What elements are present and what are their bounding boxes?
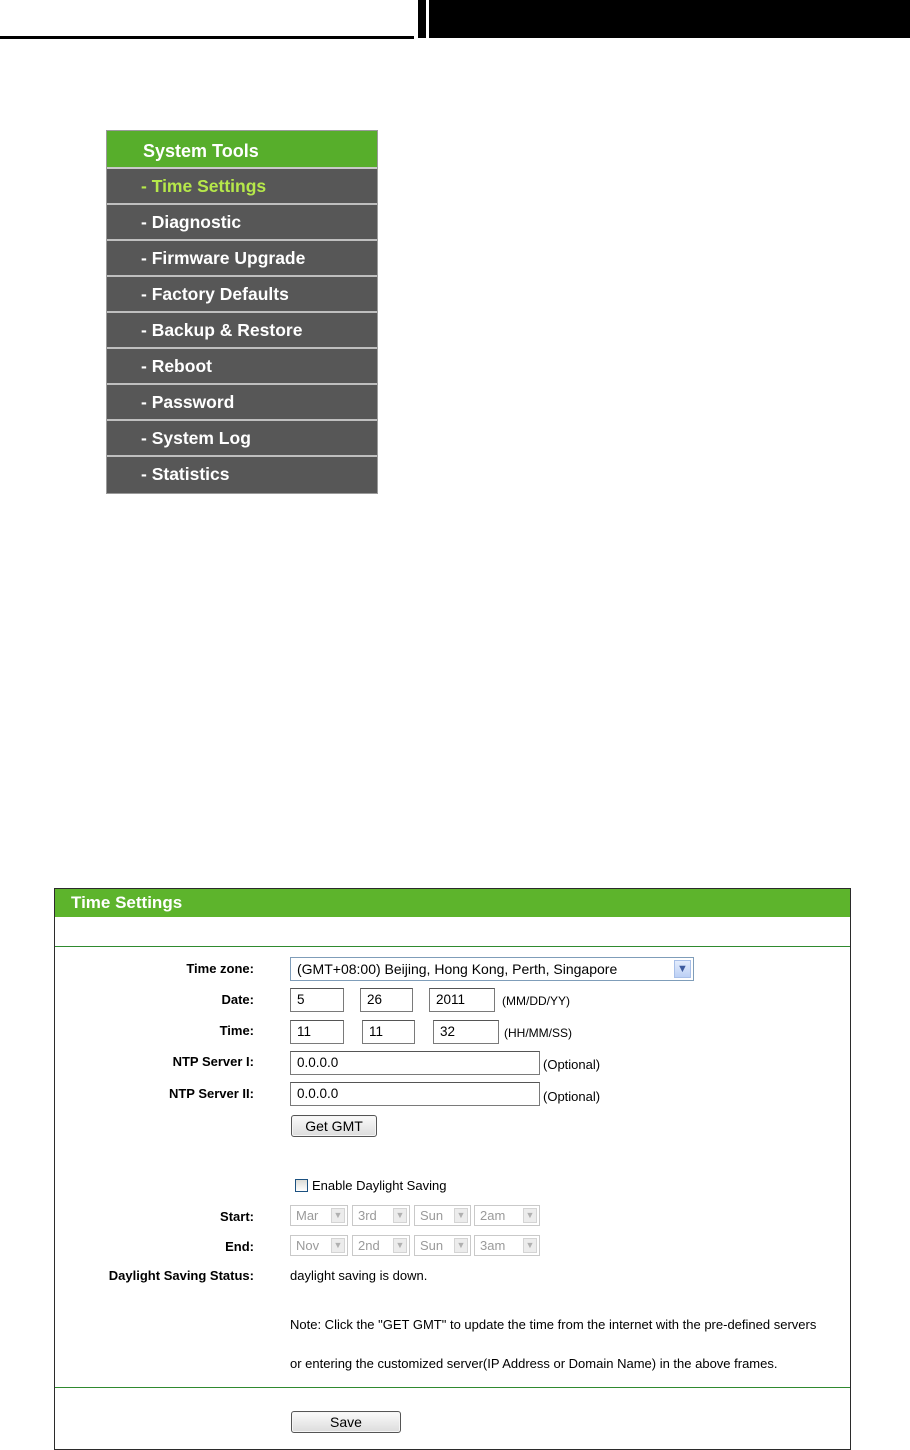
start-day-value: Sun — [420, 1208, 444, 1223]
daylight-saving-label: Enable Daylight Saving — [312, 1178, 447, 1193]
dst-status-value: daylight saving is down. — [290, 1268, 428, 1283]
start-week-value: 3rd — [358, 1208, 377, 1223]
menu-title[interactable]: System Tools — [107, 131, 377, 169]
time-zone-label: Time zone: — [186, 961, 254, 976]
end-month-select[interactable] — [290, 1235, 348, 1256]
ntp-server-1-input[interactable]: 0.0.0.0 — [290, 1051, 540, 1075]
chevron-down-icon: ▼ — [331, 1238, 345, 1253]
header-bar — [418, 0, 910, 38]
system-tools-menu — [106, 130, 378, 494]
note-line-1: Note: Click the "GET GMT" to update the time from the internet with the pre-defined servers — [290, 1317, 817, 1332]
ntp-server-2-optional: (Optional) — [543, 1089, 601, 1104]
menu-item-factory-defaults[interactable]: - Factory Defaults — [107, 277, 377, 313]
daylight-saving-checkbox[interactable] — [295, 1179, 308, 1192]
end-hour-value: 3am — [480, 1238, 506, 1253]
end-week-select[interactable] — [352, 1235, 410, 1256]
menu-item-system-log[interactable]: - System Log — [107, 421, 377, 457]
date-month-input[interactable]: 5 — [290, 988, 344, 1012]
start-month-value: Mar — [296, 1208, 319, 1223]
save-button[interactable]: Save — [291, 1411, 401, 1433]
date-day-input[interactable]: 26 — [360, 988, 413, 1012]
time-hour-input[interactable]: 11 — [290, 1020, 344, 1044]
end-month-value: Nov — [296, 1238, 320, 1253]
time-format-hint: (HH/MM/SS) — [504, 1026, 572, 1040]
menu-item-password[interactable]: - Password — [107, 385, 377, 421]
start-label: Start: — [220, 1209, 254, 1224]
chevron-down-icon: ▼ — [331, 1208, 345, 1223]
ntp-server-2-label: NTP Server II: — [168, 1086, 254, 1101]
ntp-server-1-optional: (Optional) — [543, 1057, 601, 1072]
start-hour-select[interactable] — [474, 1205, 540, 1226]
ntp-server-1-label: NTP Server I: — [172, 1054, 254, 1069]
footer-divider — [55, 1387, 850, 1388]
chevron-down-icon: ▼ — [393, 1208, 407, 1223]
date-format-hint: (MM/DD/YY) — [502, 994, 570, 1008]
chevron-down-icon: ▼ — [674, 960, 691, 978]
time-zone-value: (GMT+08:00) Beijing, Hong Kong, Perth, Singapore — [297, 961, 618, 977]
time-zone-select[interactable] — [290, 957, 694, 981]
start-day-select[interactable] — [414, 1205, 471, 1226]
start-hour-value: 2am — [480, 1208, 506, 1223]
panel-title: Time Settings — [55, 889, 850, 917]
menu-item-time-settings[interactable]: - Time Settings — [107, 169, 377, 205]
start-week-select[interactable] — [352, 1205, 410, 1226]
end-day-value: Sun — [420, 1238, 444, 1253]
ntp-server-2-input[interactable]: 0.0.0.0 — [290, 1082, 540, 1106]
chevron-down-icon: ▼ — [454, 1208, 468, 1223]
end-label: End: — [225, 1239, 254, 1254]
date-label: Date: — [221, 992, 254, 1007]
menu-item-backup-restore[interactable]: - Backup & Restore — [107, 313, 377, 349]
chevron-down-icon: ▼ — [393, 1238, 407, 1253]
chevron-down-icon: ▼ — [523, 1238, 537, 1253]
menu-item-reboot[interactable]: - Reboot — [107, 349, 377, 385]
dst-status-label: Daylight Saving Status: — [108, 1268, 254, 1283]
time-minute-input[interactable]: 11 — [362, 1020, 415, 1044]
time-label: Time: — [219, 1023, 254, 1038]
start-month-select[interactable] — [290, 1205, 348, 1226]
end-day-select[interactable] — [414, 1235, 471, 1256]
header-rule — [0, 36, 414, 39]
panel-divider — [55, 917, 850, 947]
time-second-input[interactable]: 32 — [433, 1020, 499, 1044]
menu-item-diagnostic[interactable]: - Diagnostic — [107, 205, 377, 241]
time-settings-panel — [54, 888, 851, 1450]
get-gmt-button[interactable]: Get GMT — [291, 1115, 377, 1137]
chevron-down-icon: ▼ — [454, 1238, 468, 1253]
end-hour-select[interactable] — [474, 1235, 540, 1256]
menu-item-statistics[interactable]: - Statistics — [141, 464, 230, 484]
date-year-input[interactable]: 2011 — [429, 988, 495, 1012]
menu-item-firmware-upgrade[interactable]: - Firmware Upgrade — [107, 241, 377, 277]
end-week-value: 2nd — [358, 1238, 380, 1253]
note-line-2: or entering the customized server(IP Address or Domain Name) in the above frames. — [290, 1356, 778, 1371]
chevron-down-icon: ▼ — [523, 1208, 537, 1223]
